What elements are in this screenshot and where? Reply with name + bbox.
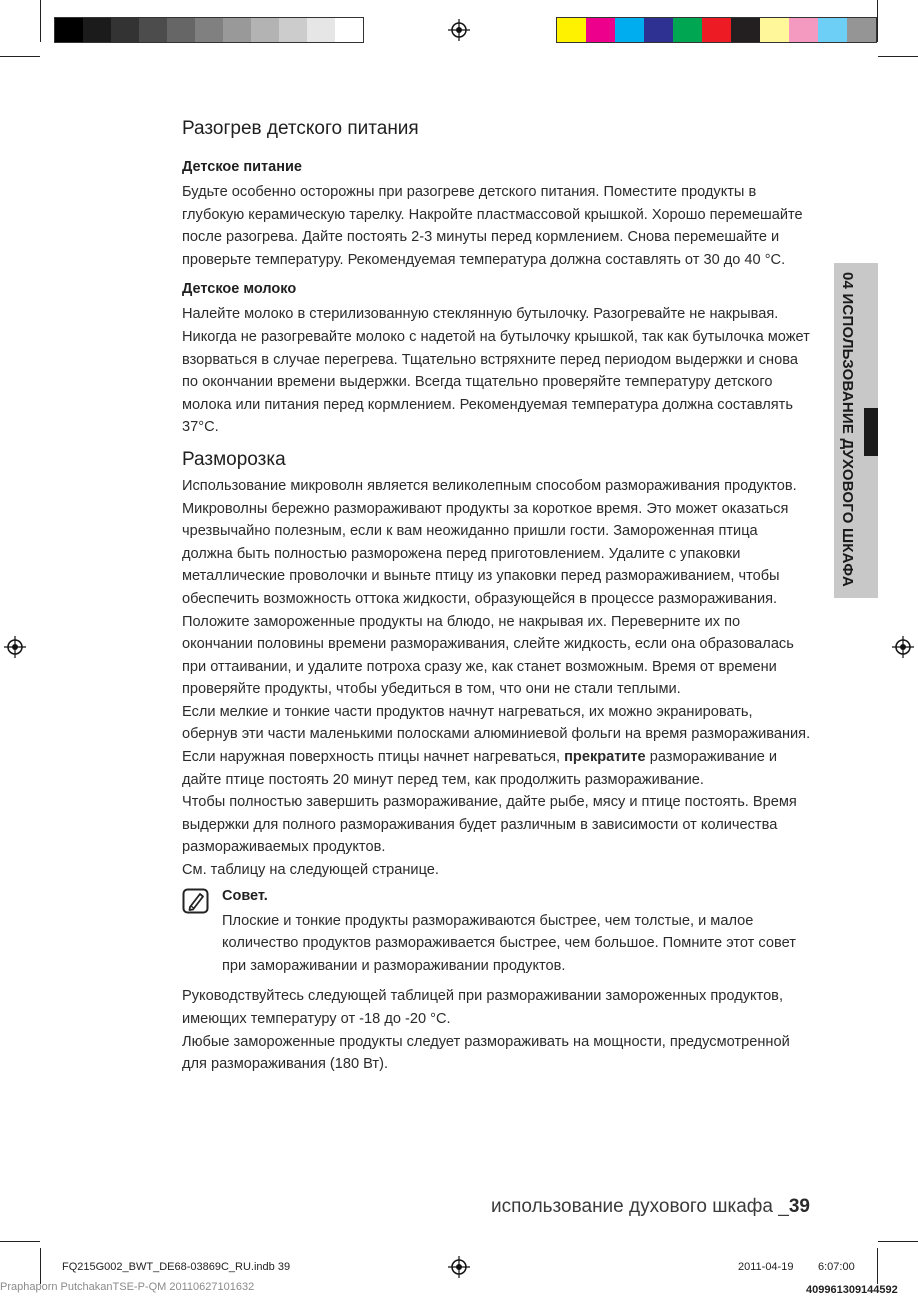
defrost-paragraph: См. таблицу на следующей странице. (182, 862, 439, 879)
color-swatch (789, 18, 818, 42)
color-swatch (223, 18, 251, 42)
crop-mark (877, 0, 878, 42)
color-bar (556, 17, 877, 43)
note-pencil-icon (182, 888, 210, 914)
tip-text: Плоские и тонкие продукты размораживаются быстрее, чем толстые, и малое количество продуктов размораживается быстрее, чем большое. Помните этот совет при замораживании и размораживании продуктов. (222, 912, 796, 974)
crop-mark (0, 56, 40, 57)
color-swatch (673, 18, 702, 42)
defrost-text: Если наружная поверхность птицы начнет нагреваться, (182, 749, 565, 766)
page-number: 39 (788, 1196, 810, 1217)
color-swatch (818, 18, 847, 42)
color-swatch (847, 18, 876, 42)
crop-mark (40, 0, 41, 42)
closing-paragraph: Руководствуйтесь следующей таблицей при размораживании замороженных продуктов, имеющих температуру от -18 до -20 °C. (182, 988, 783, 1027)
baby-food-title: Детское питание (182, 159, 302, 175)
registration-mark-icon (892, 636, 914, 658)
page-content (182, 118, 812, 1076)
defrost-paragraph: Чтобы полностью завершить размораживание, дайте рыбе, мясу и птице постоять. Время выдержки для полного размораживания будет различным в зависимости от количества размораживаемых продуктов. (182, 794, 797, 856)
registration-mark-icon (448, 1256, 470, 1278)
defrost-text: размораживание и дайте птице постоять 20 минут перед тем, как продолжить размораживание. (182, 749, 778, 788)
defrost-paragraph (182, 746, 812, 791)
slug-barcode-number: 409961309144592 (806, 1284, 898, 1296)
color-swatch (55, 18, 83, 42)
color-swatch (760, 18, 789, 42)
slug-time: 6:07:00 (818, 1261, 855, 1273)
color-swatch (83, 18, 111, 42)
color-swatch (307, 18, 335, 42)
grayscale-bar (54, 17, 364, 43)
color-swatch (335, 18, 363, 42)
slug-file: FQ215G002_BWT_DE68-03869C_RU.indb 39 (62, 1261, 291, 1273)
color-swatch (167, 18, 195, 42)
color-swatch (139, 18, 167, 42)
baby-food-text: Будьте особенно осторожны при разогреве детского питания. Поместите продукты в глубокую керамическую тарелку. Накройте пластмассовой крышкой. Хорошо перемешайте после разогрева. Дайте постоять 2-3 минуты перед кормлением. Снова перемешайте и проверьте температуру. Рекомендуемая температура должна составлять от 30 до 40 °C. (182, 184, 803, 268)
baby-milk-title: Детское молоко (182, 281, 297, 298)
crop-mark (878, 56, 918, 57)
registration-mark-icon (448, 19, 470, 41)
closing-paragraph: Любые замороженные продукты следует размораживать на мощности, предусмотренной для размораживания (180 Вт). (182, 1033, 790, 1073)
color-swatch (557, 18, 586, 42)
closing-section (182, 985, 812, 1075)
color-swatch (111, 18, 139, 42)
defrost-paragraph: Использование микроволн является великолепным способом размораживания продуктов. Микроволны бережно размораживают продукты за короткое время. Это может оказаться чрезвычайно полезным, если к вам неожиданно пришли гости. Замороженная птица должна быть полностью разморожена перед приготовлением. Удалите с упаковки металлические проволочки и выньте птицу из упаковки перед размораживанием, чтобы обеспечить возможность оттока жидкости, образующейся в процессе размораживания. (182, 477, 797, 607)
chapter-side-tab-label: 04 ИСПОЛЬЗОВАНИЕ ДУХОВОГО ШКАФА (839, 272, 856, 587)
page-footer (491, 1196, 810, 1218)
crop-mark (0, 1241, 40, 1242)
page-title: Разогрев детского питания (182, 118, 419, 139)
crop-mark (40, 1248, 41, 1284)
baby-milk-section (182, 281, 812, 439)
slug-operator: Praphaporn PutchakanTSE-P-QM 20110627101632 (0, 1281, 255, 1293)
crop-mark (878, 1241, 918, 1242)
defrost-paragraph: Если мелкие и тонкие части продуктов начнут нагреваться, их можно экранировать, обернув эти части маленькими полосками алюминиевой фольги на время размораживания. (182, 703, 811, 743)
registration-mark-icon (4, 636, 26, 658)
slug-date: 2011-04-19 (738, 1261, 794, 1273)
defrost-paragraph: Положите замороженные продукты на блюдо, не накрывая их. Переверните их по окончании половины времени размораживания, слейте жидкость, если она образовалась при оттаивании, и удалите потроха сразу же, как станет возможным. Время от времени проверяйте продукты, чтобы убедиться в том, что они не стали теплыми. (182, 613, 794, 698)
tip-title: Совет. (222, 887, 268, 904)
tip-box (182, 888, 812, 978)
crop-mark (877, 1248, 878, 1284)
defrost-emphasis: прекратите (564, 749, 646, 766)
defrost-title: Разморозка (182, 448, 286, 470)
color-swatch (731, 18, 760, 42)
color-swatch (644, 18, 673, 42)
defrost-section (182, 449, 812, 882)
color-swatch (279, 18, 307, 42)
color-swatch (586, 18, 615, 42)
baby-milk-text: Налейте молоко в стерилизованную стеклянную бутылочку. Разогревайте не накрывая. Никогда не разогревайте молоко с надетой на бутылочку крышкой, так как бутылочка может взорваться в случае перегрева. Тщательно встряхните перед периодом выдержки и снова по окончании времени выдержки. Всегда тщательно проверяйте температуру детского молока или питания перед кормлением. Рекомендуемая температура должна составлять 37°C. (182, 306, 810, 436)
baby-food-section (182, 159, 812, 271)
footer-section-label: использование духового шкафа _ (491, 1196, 789, 1217)
color-swatch (615, 18, 644, 42)
color-swatch (251, 18, 279, 42)
color-swatch (195, 18, 223, 42)
chapter-tab-marker (864, 408, 878, 456)
color-swatch (702, 18, 731, 42)
